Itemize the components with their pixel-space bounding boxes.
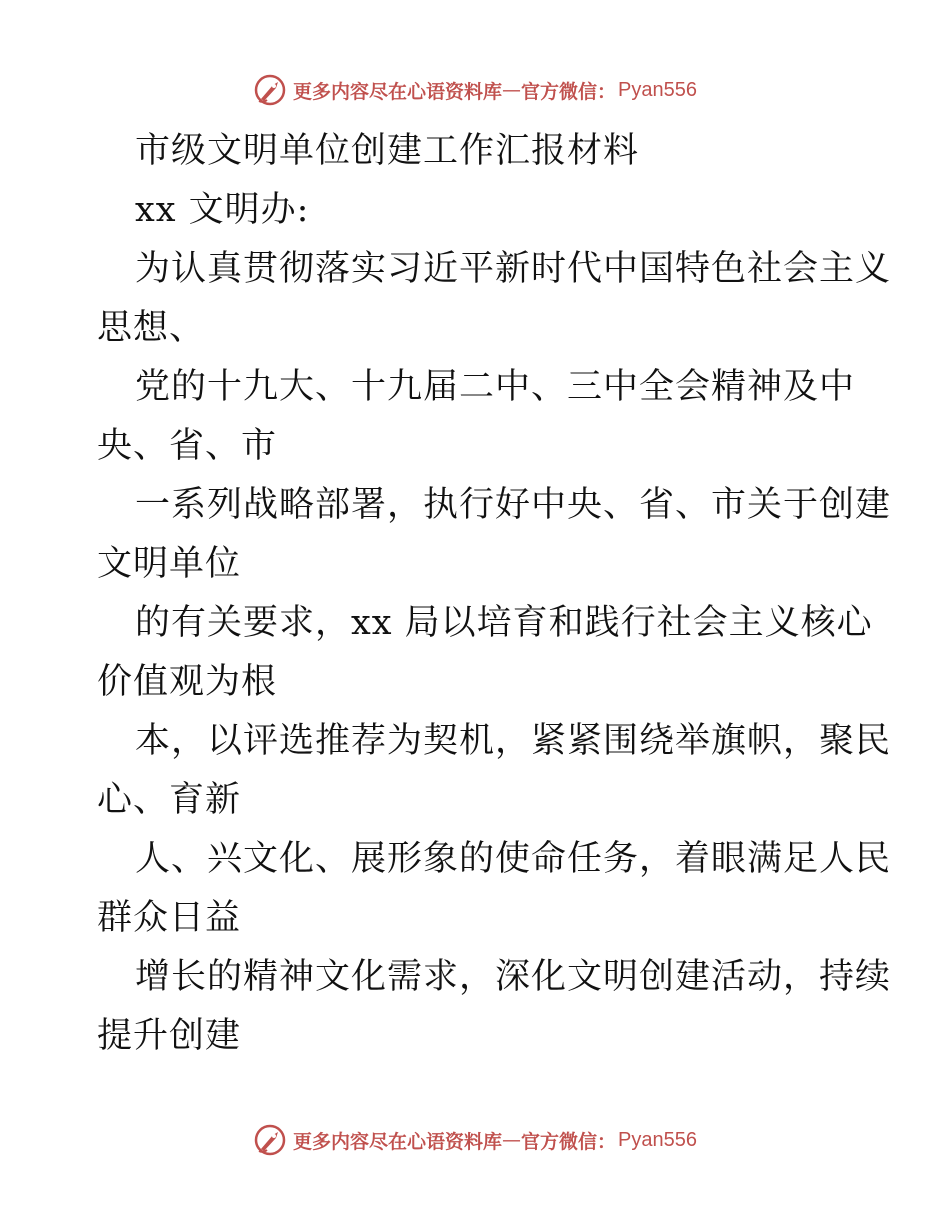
paragraph-line: 央、省、市 — [97, 426, 278, 466]
paragraph-line: 党的十九大、十九届二中、三中全会精神及中 — [135, 367, 856, 407]
paragraph-line: 思想、 — [97, 308, 206, 348]
header-site-text: 更多内容尽在心语资料库 — [293, 80, 503, 103]
footer-wechat-label: 官方微信： — [521, 1130, 617, 1153]
footer-separator: — — [502, 1129, 522, 1151]
document-title: 市级文明单位创建工作汇报材料 — [135, 131, 640, 171]
paragraph-line: 价值观为根 — [97, 662, 278, 702]
document-body — [97, 122, 892, 1066]
paragraph-line: 一系列战略部署，执行好中央、省、市关于创建 — [135, 485, 892, 525]
pen-nib-logo-icon — [253, 73, 287, 107]
footer-banner — [0, 1120, 950, 1160]
paragraph-line: 提升创建 — [97, 1016, 242, 1056]
paragraph-line: 人、兴文化、展形象的使命任务，着眼满足人民 — [135, 839, 892, 879]
paragraph-line: 群众日益 — [97, 898, 242, 938]
paragraph-line: 的有关要求，xx 局以培育和践行社会主义核心 — [135, 603, 873, 643]
paragraph-line: 为认真贯彻落实习近平新时代中国特色社会主义 — [135, 249, 892, 289]
paragraph-line: 心、育新 — [97, 780, 242, 820]
header-banner — [0, 70, 950, 110]
paragraph-line: 文明单位 — [97, 544, 242, 584]
document-addressee: xx 文明办: — [135, 190, 310, 230]
footer-site-text: 更多内容尽在心语资料库 — [293, 1130, 503, 1153]
paragraph-line: 本，以评选推荐为契机，紧紧围绕举旗帜，聚民 — [135, 721, 892, 761]
header-wechat-label: 官方微信： — [521, 80, 617, 103]
pen-nib-logo-icon — [253, 1123, 287, 1157]
header-wechat-id: Pyan556 — [618, 78, 697, 101]
header-separator: — — [502, 79, 522, 101]
paragraph-line: 增长的精神文化需求，深化文明创建活动，持续 — [135, 957, 892, 997]
footer-wechat-id: Pyan556 — [618, 1128, 697, 1151]
